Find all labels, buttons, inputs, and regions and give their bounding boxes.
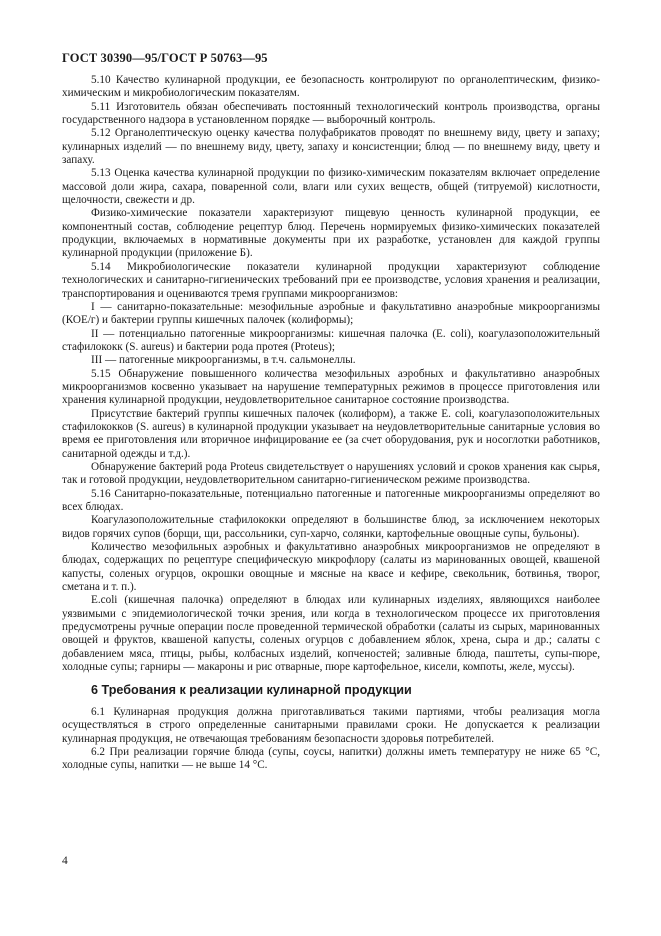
paragraph-5-11: 5.11 Изготовитель обязан обеспечивать постоянный технологический контроль производства, органы государственного надзора в установленном порядке — выборочный контроль. <box>62 100 600 127</box>
paragraph-mesophilic: Количество мезофильных аэробных и факультативно анаэробных микроорганизмов не определяют в блюдах, содержащих по рецептуре специфическую микрофлору (салаты из маринованных овощей, квашеной капусты, соленых огурцов, окрошки овощные и мясные на квасе и кефире, свекольник, ботвинья, творог, сметана и т. п.). <box>62 541 600 594</box>
paragraph-5-16: 5.16 Санитарно-показательные, потенциально патогенные и патогенные микроорганизмы определяют во всех блюдах. <box>62 487 600 513</box>
paragraph-proteus: Обнаружение бактерий рода Proteus свидетельствует о нарушениях условий и сроков хранения как сырья, так и готовой продукции, неудовлетворительном санитарно-гигиеническом режиме производства. <box>62 460 600 487</box>
paragraph-5-14: 5.14 Микробиологические показатели кулинарной продукции характеризуют соблюдение технологических и санитарно-гигиенических требований при ее производстве, условия хранения и реализации, транспортирования и оцениваются тремя группами микроорганизмов: <box>62 260 600 300</box>
paragraph-physchem: Физико-химические показатели характеризуют пищевую ценность кулинарной продукции, ее компонентный состав, соблюдение рецептур блюд. Перечень нормируемых физико-химических показателей продукции, включаемых в нормативные документы при их разработке, установлен для каждой группы кулинарной продукции (приложение Б). <box>62 207 600 260</box>
section-6-title: 6 Требования к реализации кулинарной продукции <box>91 683 412 698</box>
paragraph-5-15: 5.15 Обнаружение повышенного количества мезофильных аэробных и факультативно анаэробных микроорганизмов косвенно указывает на нарушение температурных режимов в процессе приготовления или хранения кулинарной продукции, неудовлетворительное санитарное состояние производства. <box>62 367 600 407</box>
paragraph-5-12: 5.12 Органолептическую оценку качества полуфабрикатов проводят по внешнему виду, цвету и запаху; кулинарных изделий — по внешнему виду, цвету, запаху и консистенции; блюд — по внешнему виду, цвету и запаху. <box>62 127 600 167</box>
paragraph-group-3: III — патогенные микроорганизмы, в т.ч. сальмонеллы. <box>91 354 356 367</box>
paragraph-5-13: 5.13 Оценка качества кулинарной продукции по физико-химическим показателям включает определение массовой доли жира, сахара, поваренной соли, влаги или сухих веществ, общей (титруемой) кислотности, щелочности, свежести и др. <box>62 167 600 207</box>
paragraph-group-1: I — санитарно-показательные: мезофильные аэробные и факультативно анаэробные микроорганизмы (КОЕ/г) и бактерии группы кишечных палочек (колиформы); <box>62 300 600 327</box>
document-header: ГОСТ 30390—95/ГОСТ Р 50763—95 <box>62 51 268 65</box>
document-body <box>62 74 600 773</box>
paragraph-6-1: 6.1 Кулинарная продукция должна приготавливаться такими партиями, чтобы реализация могла осуществляться в строго определенные санитарными правилами сроки. Не допускается к реализации кулинарная продукция, не отвечающая требованиям безопасности здоровья потребителей. <box>62 705 600 745</box>
paragraph-staphylococci: Коагулазоположительные стафилококки определяют в большинстве блюд, за исключением некоторых видов горячих супов (борщи, щи, рассольники, суп-харчо, солянки, картофельные овощные супы, бульоны). <box>62 514 600 540</box>
paragraph-6-2: 6.2 При реализации горячие блюда (супы, соусы, напитки) должны иметь температуру не ниже 65 °С, холодные супы, напитки — не выше 14 °С. <box>62 745 600 772</box>
paragraph-group-2: II — потенциально патогенные микроорганизмы: кишечная палочка (E. coli), коагулазоположительный стафилококк (S. aureus) и бактерии рода протея (Proteus); <box>62 327 600 353</box>
paragraph-5-10: 5.10 Качество кулинарной продукции, ее безопасность контролируют по органолептическим, физико-химическим и микробиологическим показателям. <box>62 74 600 100</box>
paragraph-coliform: Присутствие бактерий группы кишечных палочек (колиформ), а также E. coli, коагулазоположительных стафилококков (S. aureus) в кулинарной продукции указывает на неудовлетворительные санитарные условия во время ее приготовления или вторичное инфицирование ее (за счет оборудования, рук и носоглотки работников, санитарной одежды и т.д.). <box>62 407 600 460</box>
paragraph-ecoli: E.coli (кишечная палочка) определяют в блюдах или кулинарных изделиях, являющихся наиболее уязвимыми с эпидемиологической точки зрения, или когда в технологическом процессе их приготовления предусмотрены ручные операции после проведенной термической обработки (салаты из сырых, маринованных овощей и фруктов, квашеной капусты, соленых огурцов с добавлением яблок, хрена, сыра и др.; салаты с добавлением мяса, птицы, рыбы, колбасных изделий, копченостей; заливные блюда, паштеты, супы-пюре, холодные супы; гарниры — макароны и рис отварные, пюре картофельное, кисели, компоты, желе, муссы). <box>62 594 600 674</box>
page-number: 4 <box>62 855 68 867</box>
